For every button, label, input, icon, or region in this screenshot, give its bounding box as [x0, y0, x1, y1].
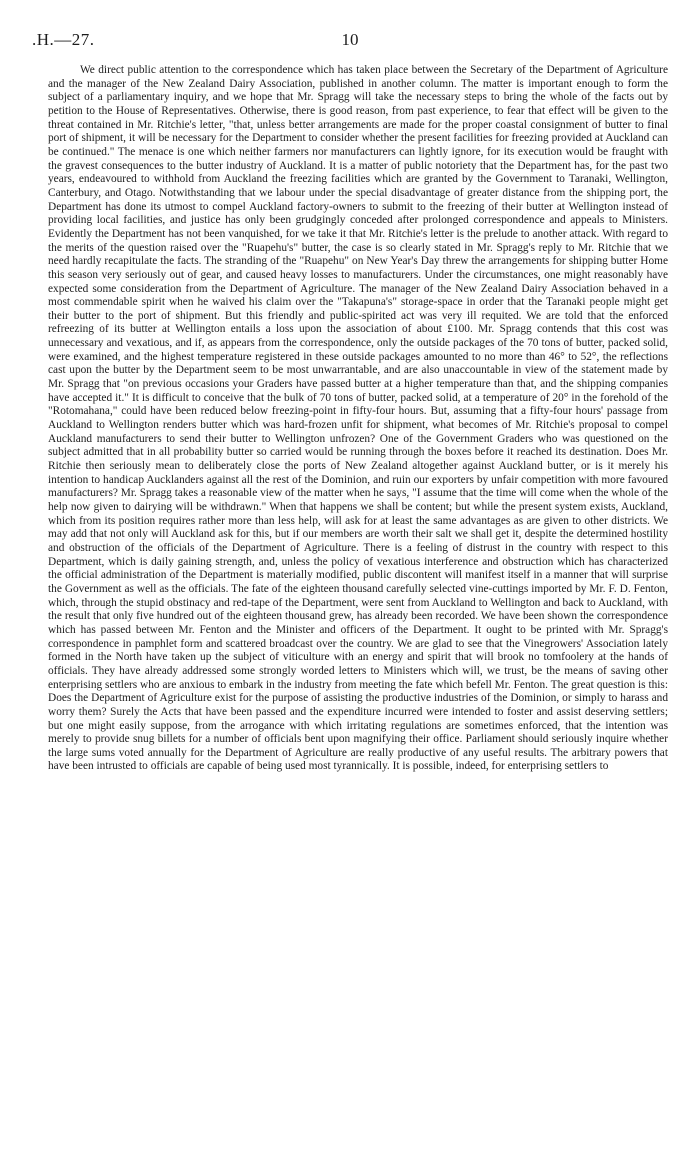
page-header — [32, 30, 668, 52]
page-number: 10 — [341, 30, 359, 49]
document-reference: .H.—27. — [32, 30, 95, 49]
body-paragraph: We direct public attention to the correspondence which has taken place between the Secretary of the Department of Agriculture and the manager of the New Zealand Dairy Association, published in another column. The matter is important enough to form the subject of a parliamentary inquiry, and we hope that Mr. Spragg will take the necessary steps to bring the whole of the facts out by petition to the House of Representatives. Otherwise, there is good reason, from past experience, to fear that effect will be given to the threat contained in Mr. Ritchie's letter, "that, unless better arrangements are made for the proper coastal consignment of butter to final port of shipment, it will be necessary for the Department to consider whether the present facilities for freezing provided at Auckland can be continued." The menace is one which neither farmers nor manufacturers can lightly ignore, for its execution would be fraught with the gravest consequences to the butter industry of Auckland. It is a matter of public notoriety that the Department has, for the past two years, endeavoured to withhold from Auckland the freezing facilities which are granted by the Government to Taranaki, Wellington, Canterbury, and Otago. Notwithstanding that we labour under the special disadvantage of greater distance from the shipping port, the Department has done its utmost to compel Auckland factory-owners to submit to the freezing of their butter at Wellington instead of providing local facilities, and justice has only been grudgingly conceded after prolonged correspondence and appeals to Ministers. Evidently the Department has not been vanquished, for we take it that Mr. Ritchie's letter is the prelude to another attack. With regard to the merits of the question raised over the "Ruapehu's" butter, the case is so clearly stated in Mr. Spragg's reply to Mr. Ritchie that we need hardly recapitulate the facts. The stranding of the "Ruapehu" on New Year's Day threw the arrangements for shipping butter Home this season very seriously out of gear, and caused heavy losses to manufacturers. Under the circumstances, one might reasonably have expected some consideration from the Department of Agriculture. The manager of the New Zealand Dairy Association behaved in a most commendable spirit when he waived his claim over the "Takapuna's" storage-space in order that the Taranaki people might get their butter to the port of shipment. But this friendly and public-spirited act was very ill requited. We are told that the enforced refreezing of its butter at Wellington entails a loss upon the association of about £100. Mr. Spragg contends that this cost was unnecessary and vexatious, and if, as appears from the correspondence, only the outside packages of the 70 tons of butter, packed solid, were examined, and the highest temperature registered in these outside packages amounted to no more than 46° to 52°, the reflections cast upon the butter by the Department seem to be most unwarrantable, and are also unaccountable in view of the statement made by Mr. Spragg that "on previous occasions your Graders have passed butter at a higher temperature than that, and the shipping companies have accepted it." It is difficult to conceive that the bulk of 70 tons of butter, packed solid, at a temperature of 20° in the forehold of the "Rotomahana," could have been reduced below freezing-point in fifty-four hours. But, assuming that a fifty-four hours' passage from Auckland to Wellington renders butter which was hard-frozen unfit for shipment, what becomes of Mr. Ritchie's proposal to compel Auckland manufacturers to send their butter to Wellington unfrozen? One of the Government Graders who was questioned on the subject admitted that in all probability butter so carried would be running through the boxes before it reached its destination. Does Mr. Ritchie then seriously mean to deliberately close the ports of New Zealand altogether against Auckland butter, or is it merely his intention to handicap Aucklanders against all the rest of the Dominion, and ruin our exporters by unfair competition with more favoured manufacturers? Mr. Spragg takes a reasonable view of the matter when he says, "I assume that the time will come when the whole of the help now given to dairying will be withdrawn." When that happens we shall be content; but while the present system exists, Auckland, which from its position requires rather more than less help, will ask for at least the same advantages as are given to other districts. We may add that not only will Auckland ask for this, but if our members are worth their salt we shall get it, despite the determined hostility and obstruction of the officials of the Department of Agriculture. There is a feeling of distrust in the country with respect to this Department, which is daily gaining strength, and, unless the policy of vexatious interference and obstruction which has characterized the official administration of the Department is materially modified, public discontent will manifest itself in a manner that will surprise the Government as well as the officials. The fate of the eighteen thousand carefully selected vine-cuttings imported by Mr. F. D. Fenton, which, through the stupid obstinacy and red-tape of the Department, were sent from Auckland to Wellington and back to Auckland, with the result that only five hundred out of the eighteen thousand grew, has already been recorded. We have been shown the correspondence which has passed between Mr. Fenton and the Minister and officers of the Department. It ought to be printed with Mr. Spragg's correspondence in pamphlet form and scattered broadcast over the country. We are glad to see that the Vinegrowers' Association lately formed in the North have taken up the subject of viticulture with an energy and spirit that will brook no tomfoolery at the hands of officials. They have already addressed some strongly worded letters to Ministers which will, we trust, be the means of saving other enterprising settlers who are anxious to embark in the industry from meeting the fate which befell Mr. Fenton. The great question is this: Does the Department of Agriculture exist for the purpose of assisting the productive industries of the Dominion, or simply to harass and worry them? Surely the Acts that have been passed and the expenditure incurred were intended to foster and assist deserving settlers; but one might easily suppose, from the arrogance with which irritating regulations are sometimes enforced, that the intention was merely to provide snug billets for a number of officials bent upon magnifying their office. Parliament should seriously inquire whether the large sums voted annually for the Department of Agriculture are really productive of any useful results. The arbitrary powers that have been intrusted to officials are capable of being used most tyrannically. It is possible, indeed, for enterprising settlers to — [48, 64, 668, 773]
